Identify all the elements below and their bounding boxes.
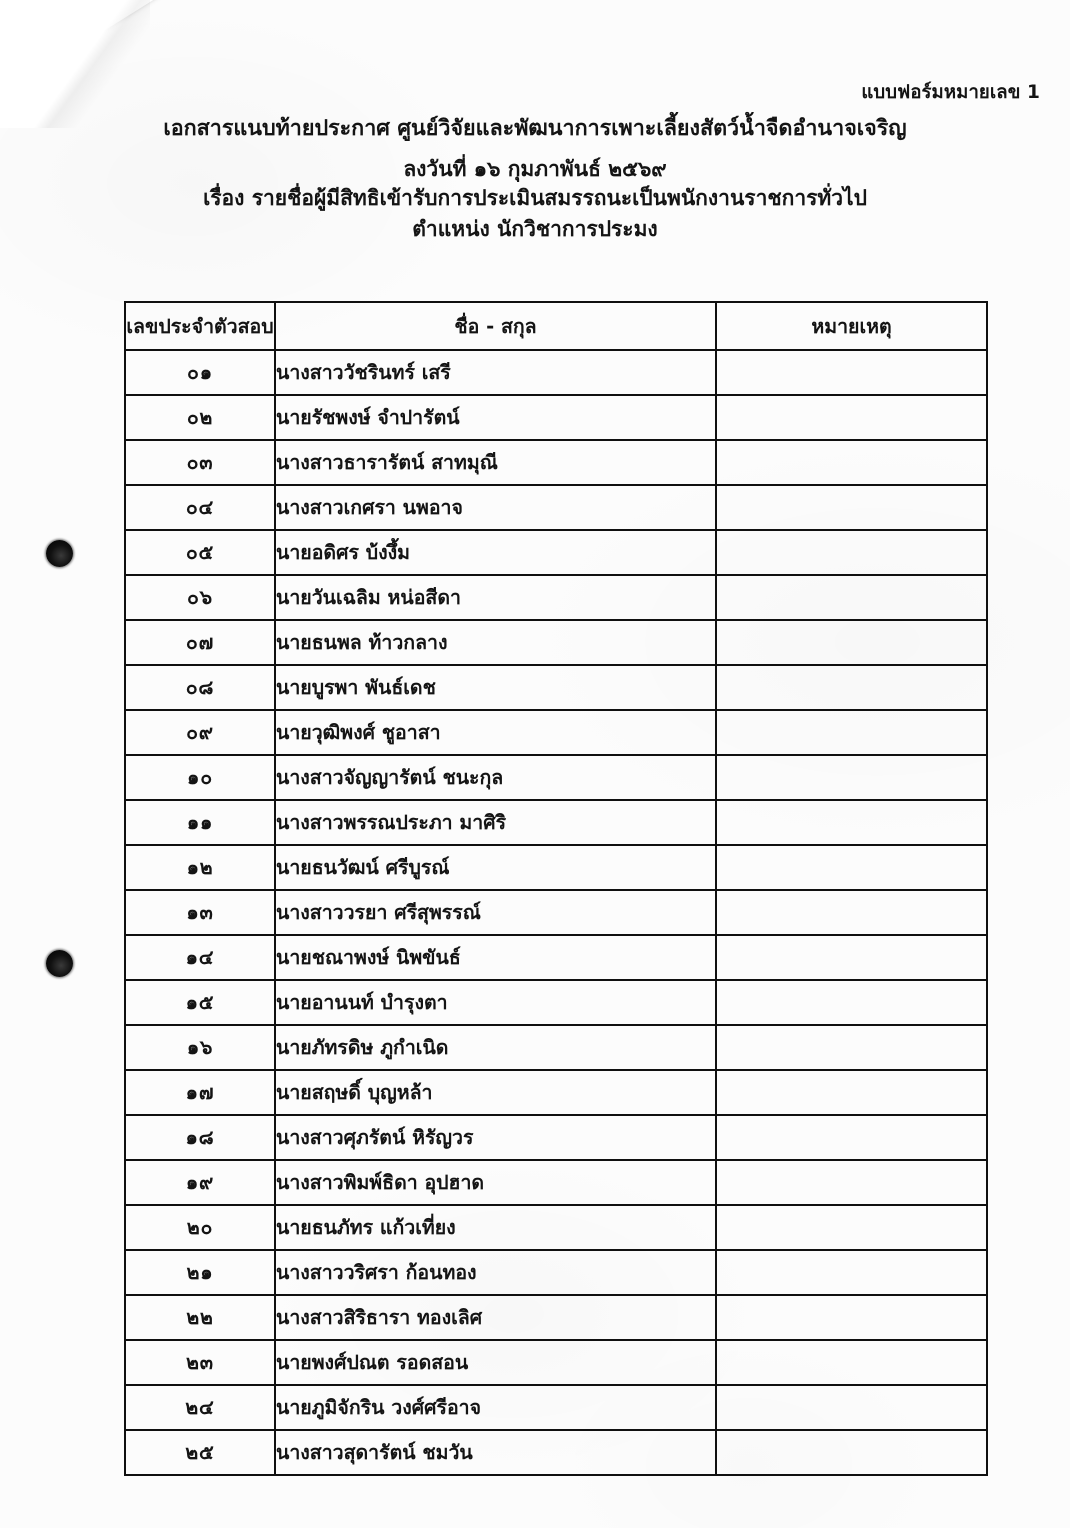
cell-remarks [716, 440, 987, 485]
cell-exam-id: ๑๔ [125, 935, 275, 980]
binding-punch-hole-top [46, 540, 73, 567]
cell-remarks [716, 350, 987, 395]
table-row [125, 620, 987, 665]
cell-exam-id: ๑๐ [125, 755, 275, 800]
cell-remarks [716, 530, 987, 575]
heading-position: ตำแหน่ง นักวิชาการประมง [412, 216, 658, 241]
cell-remarks [716, 890, 987, 935]
table-row [125, 755, 987, 800]
scan-corner-shadow [0, 0, 150, 128]
table-row [125, 980, 987, 1025]
table-row [125, 1205, 987, 1250]
candidate-roster-table-wrapper [124, 301, 986, 1476]
table-row [125, 485, 987, 530]
cell-remarks [716, 1160, 987, 1205]
cell-full-name: นางสาวศุภรัตน์ หิรัญวร [275, 1115, 716, 1160]
cell-exam-id: ๐๑ [125, 350, 275, 395]
cell-full-name: นางสาวพิมพ์ธิดา อุปฮาด [275, 1160, 716, 1205]
table-row [125, 1295, 987, 1340]
cell-full-name: นายอดิศร บ้งงึ้ม [275, 530, 716, 575]
cell-full-name: นางสาววรยา ศรีสุพรรณ์ [275, 890, 716, 935]
cell-exam-id: ๐๒ [125, 395, 275, 440]
cell-remarks [716, 620, 987, 665]
cell-remarks [716, 710, 987, 755]
heading-organization: เอกสารแนบท้ายประกาศ ศูนย์วิจัยและพัฒนาการเพาะเลี้ยงสัตว์น้ำจืดอำนาจเจริญ [163, 116, 907, 141]
cell-exam-id: ๐๗ [125, 620, 275, 665]
cell-full-name: นางสาววริศรา ก้อนทอง [275, 1250, 716, 1295]
cell-full-name: นางสาววัชรินทร์ เสรี [275, 350, 716, 395]
cell-exam-id: ๒๑ [125, 1250, 275, 1295]
cell-remarks [716, 395, 987, 440]
cell-exam-id: ๐๖ [125, 575, 275, 620]
table-row [125, 935, 987, 980]
cell-exam-id: ๑๓ [125, 890, 275, 935]
cell-remarks [716, 935, 987, 980]
cell-full-name: นายบูรพา พันธ์เดช [275, 665, 716, 710]
table-row [125, 395, 987, 440]
cell-full-name: นายวุฒิพงศ์ ชูอาสา [275, 710, 716, 755]
cell-exam-id: ๑๒ [125, 845, 275, 890]
cell-remarks [716, 1430, 987, 1475]
table-row [125, 1025, 987, 1070]
table-header [125, 302, 987, 350]
cell-remarks [716, 1070, 987, 1115]
cell-exam-id: ๒๓ [125, 1340, 275, 1385]
cell-full-name: นางสาวสุดารัตน์ ชมวัน [275, 1430, 716, 1475]
table-row [125, 1430, 987, 1475]
table-header-row [125, 302, 987, 350]
cell-exam-id: ๑๕ [125, 980, 275, 1025]
table-row [125, 1340, 987, 1385]
cell-remarks [716, 1340, 987, 1385]
table-row [125, 350, 987, 395]
cell-full-name: นายสฤษดิ์ บุญหล้า [275, 1070, 716, 1115]
table-row [125, 710, 987, 755]
table-row [125, 845, 987, 890]
heading-date: ลงวันที่ ๑๖ กุมภาพันธ์ ๒๕๖๙ [403, 156, 667, 181]
cell-full-name: นายภูมิจักริน วงศ์ศรีอาจ [275, 1385, 716, 1430]
cell-full-name: นายภัทรดิษ ภูกำเนิด [275, 1025, 716, 1070]
cell-exam-id: ๑๖ [125, 1025, 275, 1070]
cell-exam-id: ๒๒ [125, 1295, 275, 1340]
cell-exam-id: ๐๔ [125, 485, 275, 530]
cell-full-name: นายธนภัทร แก้วเที่ยง [275, 1205, 716, 1250]
cell-exam-id: ๒๕ [125, 1430, 275, 1475]
cell-remarks [716, 845, 987, 890]
cell-full-name: นายพงศ์ปณต รอดสอน [275, 1340, 716, 1385]
table-row [125, 440, 987, 485]
table-row [125, 890, 987, 935]
cell-exam-id: ๐๓ [125, 440, 275, 485]
cell-full-name: นางสาวพรรณประภา มาศิริ [275, 800, 716, 845]
candidate-roster-table [124, 301, 988, 1476]
document-heading-block [0, 118, 1070, 240]
cell-full-name: นายชณาพงษ์ นิพขันธ์ [275, 935, 716, 980]
cell-exam-id: ๑๙ [125, 1160, 275, 1205]
column-header-exam-id: เลขประจำตัวสอบ [125, 302, 275, 350]
table-row [125, 1160, 987, 1205]
table-row [125, 1385, 987, 1430]
cell-full-name: นางสาวเกศรา นพอาจ [275, 485, 716, 530]
cell-remarks [716, 665, 987, 710]
table-body [125, 350, 987, 1475]
cell-exam-id: ๑๘ [125, 1115, 275, 1160]
cell-full-name: นายธนวัฒน์ ศรีบูรณ์ [275, 845, 716, 890]
cell-full-name: นางสาวจัญญารัตน์ ชนะกุล [275, 755, 716, 800]
table-row [125, 800, 987, 845]
cell-full-name: นางสาวธารารัตน์ สาทมุณี [275, 440, 716, 485]
cell-remarks [716, 575, 987, 620]
table-row [125, 1070, 987, 1115]
cell-exam-id: ๒๔ [125, 1385, 275, 1430]
cell-exam-id: ๑๑ [125, 800, 275, 845]
cell-remarks [716, 800, 987, 845]
column-header-remarks: หมายเหตุ [716, 302, 987, 350]
cell-exam-id: ๑๗ [125, 1070, 275, 1115]
table-row [125, 530, 987, 575]
cell-remarks [716, 980, 987, 1025]
column-header-full-name: ชื่อ - สกุล [275, 302, 716, 350]
table-row [125, 1250, 987, 1295]
cell-remarks [716, 1205, 987, 1250]
cell-full-name: นายอานนท์ บำรุงตา [275, 980, 716, 1025]
cell-remarks [716, 1385, 987, 1430]
table-row [125, 1115, 987, 1160]
cell-remarks [716, 1295, 987, 1340]
cell-exam-id: ๒๐ [125, 1205, 275, 1250]
cell-exam-id: ๐๙ [125, 710, 275, 755]
cell-remarks [716, 1250, 987, 1295]
cell-full-name: นายธนพล ท้าวกลาง [275, 620, 716, 665]
cell-exam-id: ๐๘ [125, 665, 275, 710]
cell-full-name: นายรัชพงษ์ จำปารัตน์ [275, 395, 716, 440]
cell-remarks [716, 1115, 987, 1160]
cell-full-name: นายวันเฉลิม หน่อสีดา [275, 575, 716, 620]
table-row [125, 575, 987, 620]
scan-corner-fold-artifact [0, 0, 212, 91]
heading-subject: เรื่อง รายชื่อผู้มีสิทธิเข้ารับการประเมินสมรรถนะเป็นพนักงานราชการทั่วไป [203, 185, 867, 210]
cell-remarks [716, 485, 987, 530]
cell-remarks [716, 755, 987, 800]
form-number-label: แบบฟอร์มหมายเลข 1 [861, 82, 1040, 103]
table-row [125, 665, 987, 710]
cell-remarks [716, 1025, 987, 1070]
cell-exam-id: ๐๕ [125, 530, 275, 575]
binding-punch-hole-bottom [46, 950, 73, 977]
cell-full-name: นางสาวสิริธารา ทองเลิศ [275, 1295, 716, 1340]
